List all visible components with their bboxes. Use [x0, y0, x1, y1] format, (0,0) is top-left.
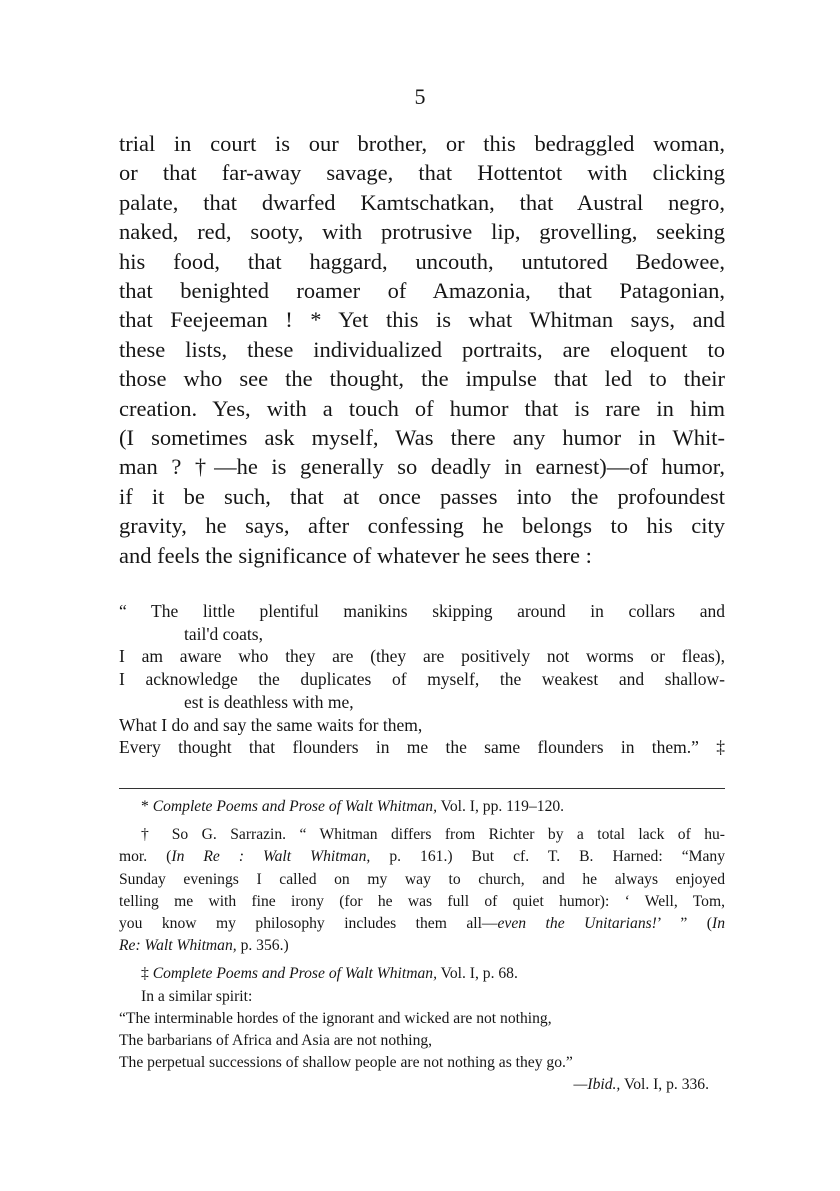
- quote-line: What I do and say the same waits for them,: [119, 714, 423, 735]
- body-line: that Feejeeman ! * Yet this is what Whitman says, and: [119, 307, 725, 333]
- body-line: that benighted roamer of Amazonia, that Patagonian,: [119, 278, 725, 304]
- body-line: his food, that haggard, uncouth, untutored Bedowee,: [119, 248, 725, 274]
- footnote-ref: Vol. I, p. 68.: [440, 965, 518, 983]
- footnote-star: [119, 796, 725, 818]
- quote-line: est is deathless with me,: [184, 691, 354, 712]
- footnotes: [119, 796, 725, 1097]
- footnote-ref: Vol. I, p. 336.: [623, 1076, 709, 1094]
- body-line: gravity, he says, after confessing he belongs to his city: [119, 513, 725, 539]
- body-line: and feels the significance of whatever he sees there :: [119, 542, 592, 568]
- footnote-text: p. 161.) But cf. T. B. Harned: “Many: [389, 848, 726, 866]
- footnote-title: In: [712, 915, 725, 933]
- body-text: [119, 129, 725, 570]
- footnote-dagger-line: [119, 846, 725, 868]
- body-line: palate, that dwarfed Kamtschatkan, that Austral negro,: [119, 189, 725, 215]
- page-number: 5: [414, 84, 426, 109]
- footnote-mark: *: [141, 798, 149, 815]
- quote-line: Every thought that flounders in me the same flounders in them.” ‡: [119, 737, 725, 758]
- footnote-title: Re: Walt Whitman,: [119, 937, 237, 955]
- footnote-text: mor. (: [119, 848, 172, 866]
- whitman-quotation: [119, 600, 725, 759]
- body-line: if it be such, that at once passes into the profoundest: [119, 483, 725, 509]
- footnote-text: you know my philosophy includes them all—: [119, 915, 498, 933]
- footnote-rule: [119, 788, 725, 789]
- quote-line: I acknowledge the duplicates of myself, the weakest and shallow-: [119, 669, 725, 690]
- footnote-emphasis: even the Unitarians!: [497, 915, 657, 933]
- footnote-verse-line: “The interminable hordes of the ignorant and wicked are not nothing,: [119, 1009, 552, 1027]
- body-line: man ? †—he is generally so deadly in earnest)—of humor,: [119, 454, 725, 480]
- body-line: those who see the thought, the impulse that led to their: [119, 366, 725, 392]
- body-line: or that far-away savage, that Hottentot with clicking: [119, 160, 725, 186]
- footnote-title: In Re : Walt Whitman,: [171, 848, 371, 866]
- footnote-dagger-line: Sunday evenings I called on my way to church, and he always enjoyed: [119, 870, 725, 888]
- footnote-text: p. 356.): [240, 937, 289, 955]
- body-line: naked, red, sooty, with protrusive lip, grovelling, seeking: [119, 219, 725, 245]
- footnote-verse-line: The perpetual successions of shallow people are not nothing as they go.”: [119, 1054, 573, 1072]
- footnote-title: Complete Poems and Prose of Walt Whitman,: [152, 965, 437, 983]
- footnote-dagger-line: telling me with fine irony (for he was full of quiet humor): ‘ Well, Tom,: [119, 892, 725, 910]
- footnote-mark: ‡: [141, 965, 149, 983]
- quote-line: I am aware who they are (they are positively not worms or fleas),: [119, 646, 725, 667]
- body-line: trial in court is our brother, or this bedraggled woman,: [119, 131, 725, 156]
- footnote-ibid: [119, 1074, 725, 1096]
- footnote-verse-line: The barbarians of Africa and Asia are not nothing,: [119, 1032, 433, 1050]
- footnote-ref: Vol. I, pp. 119–120.: [440, 798, 565, 815]
- footnote-dagger-line: [119, 913, 725, 935]
- footnote-double-dagger: [119, 963, 725, 985]
- footnote-text: ’ ” (: [656, 915, 712, 933]
- body-line: (I sometimes ask myself, Was there any humor in Whit-: [119, 425, 725, 451]
- quote-line: “ The little plentiful manikins skipping around in collars and: [119, 601, 725, 621]
- footnote-emphasis: —Ibid.,: [573, 1076, 621, 1094]
- body-line: creation. Yes, with a touch of humor that is rare in him: [119, 395, 725, 421]
- footnote-title: Complete Poems and Prose of Walt Whitman,: [152, 798, 437, 815]
- footnote-dagger-line: [119, 935, 725, 957]
- footnote-dagger-line: † So G. Sarrazin. “ Whitman differs from Richter by a total lack of hu-: [141, 826, 725, 844]
- quote-line: tail'd coats,: [184, 623, 263, 644]
- body-line: these lists, these individualized portraits, are eloquent to: [119, 336, 725, 362]
- footnote-similar: In a similar spirit:: [141, 987, 253, 1005]
